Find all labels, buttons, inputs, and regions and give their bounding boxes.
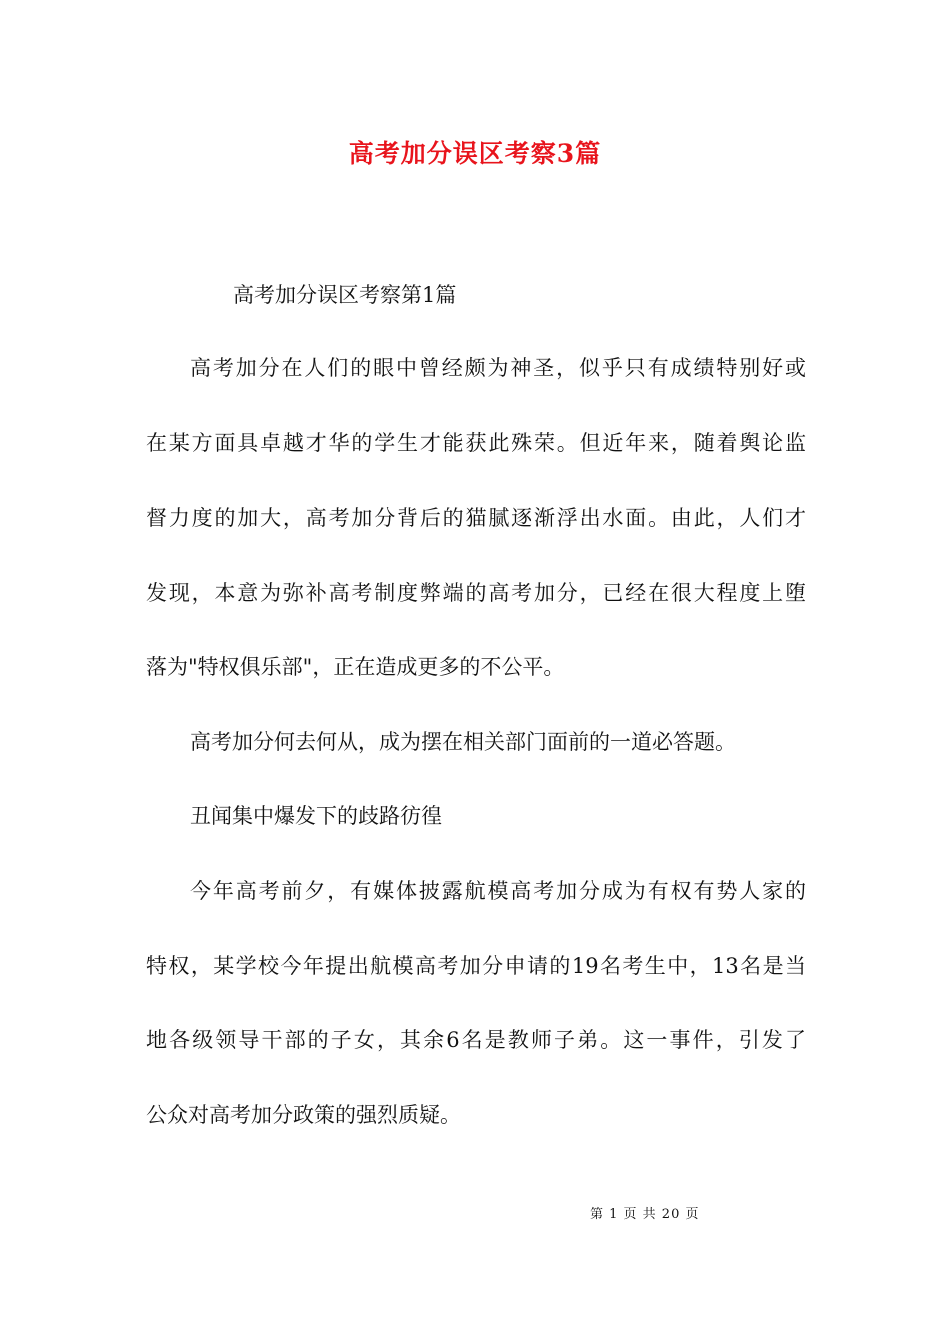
paragraph-line: 高考加分在人们的眼中曾经颇为神圣，似乎只有成绩特别好或 [190, 356, 806, 380]
page-footer: 第 1 页 共 20 页 [590, 1207, 700, 1222]
paragraph-line: 在某方面具卓越才华的学生才能获此殊荣。但近年来，随着舆论监 [146, 431, 806, 455]
document-title: 高考加分误区考察3篇 [348, 139, 602, 168]
paragraph-line: 落为"特权俱乐部"，正在造成更多的不公平。 [146, 655, 565, 679]
paragraph-line: 地各级领导干部的子女，其余6名是教师子弟。这一事件，引发了 [146, 1028, 806, 1052]
section-heading: 高考加分误区考察第1篇 [233, 283, 457, 307]
paragraph-line: 今年高考前夕，有媒体披露航模高考加分成为有权有势人家的 [190, 879, 806, 903]
paragraph-line: 发现，本意为弥补高考制度弊端的高考加分，已经在很大程度上堕 [146, 581, 806, 605]
paragraph-line: 特权，某学校今年提出航模高考加分申请的19名考生中，13名是当 [146, 954, 806, 978]
paragraph-line: 督力度的加大，高考加分背后的猫腻逐渐浮出水面。由此，人们才 [146, 506, 806, 530]
paragraph-line: 高考加分何去何从，成为摆在相关部门面前的一道必答题。 [190, 730, 736, 754]
paragraph-line: 公众对高考加分政策的强烈质疑。 [146, 1103, 461, 1127]
paragraph-line: 丑闻集中爆发下的歧路彷徨 [190, 804, 442, 828]
